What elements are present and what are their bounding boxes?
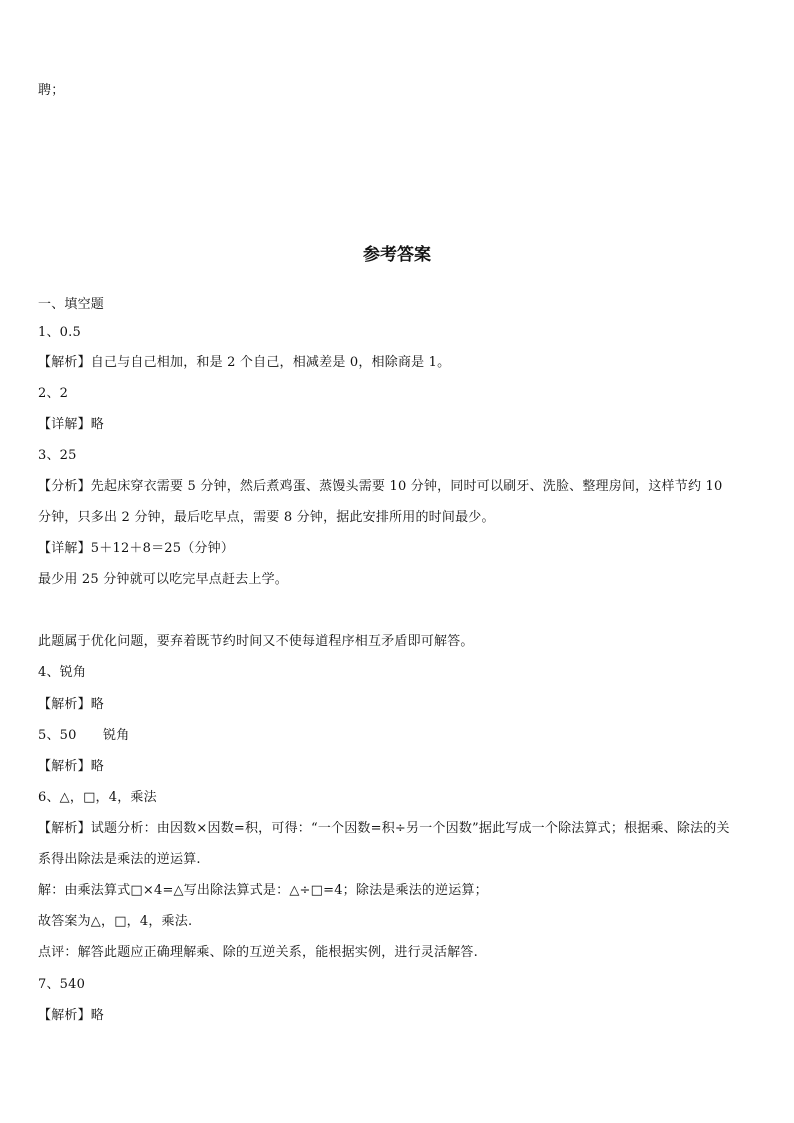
answer-line: 【详解】5＋12＋8＝25（分钟） — [38, 541, 235, 556]
top-fragment: 聘； — [38, 83, 65, 98]
answer-line: 3、25 — [38, 448, 77, 463]
answer-line: 【解析】略 — [38, 759, 105, 774]
answer-line: 7、540 — [38, 977, 86, 992]
answer-line: 4、锐角 — [38, 665, 87, 680]
answer-line: 2、2 — [38, 386, 69, 401]
answer-line: 【分析】先起床穿衣需要 5 分钟，然后煮鸡蛋、蒸馒头需要 10 分钟，同时可以刷牙、洗脸、整理房间，这样节约 10 — [38, 479, 723, 494]
answer-line: 【解析】试题分析：由因数×因数=积，可得：“一个因数=积÷另一个因数”据此写成一个除法算式；根据乘、除法的关 — [38, 821, 730, 836]
answer-line: 1、0.5 — [38, 325, 81, 340]
section-heading: 一、填空题 — [38, 297, 105, 312]
answer-line: 此题属于优化问题，要弃着既节约时间又不使每道程序相互矛盾即可解答。 — [38, 634, 474, 649]
answer-line: 6、△，□，4，乘法 — [38, 790, 157, 805]
answer-line: 5、50 锐角 — [38, 728, 130, 743]
answer-line: 故答案为△，□，4，乘法. — [38, 914, 193, 929]
answer-line: 【解析】略 — [38, 697, 105, 712]
answer-line: 最少用 25 分钟就可以吃完早点赶去上学。 — [38, 572, 289, 587]
answer-line: 分钟，只多出 2 分钟，最后吃早点，需要 8 分钟，据此安排所用的时间最少。 — [38, 510, 495, 525]
answer-line: 【解析】略 — [38, 1008, 105, 1023]
answer-line: 【详解】略 — [38, 417, 105, 432]
answer-line: 点评：解答此题应正确理解乘、除的互逆关系，能根据实例，进行灵活解答. — [38, 945, 478, 960]
answer-line: 【解析】自己与自己相加，和是 2 个自己，相减差是 0，相除商是 1。 — [38, 355, 451, 370]
answer-line: 系得出除法是乘法的逆运算. — [38, 852, 201, 867]
page-title: 参考答案 — [363, 245, 431, 265]
answer-line: 解：由乘法算式□×4=△写出除法算式是：△÷□=4；除法是乘法的逆运算； — [38, 883, 488, 898]
